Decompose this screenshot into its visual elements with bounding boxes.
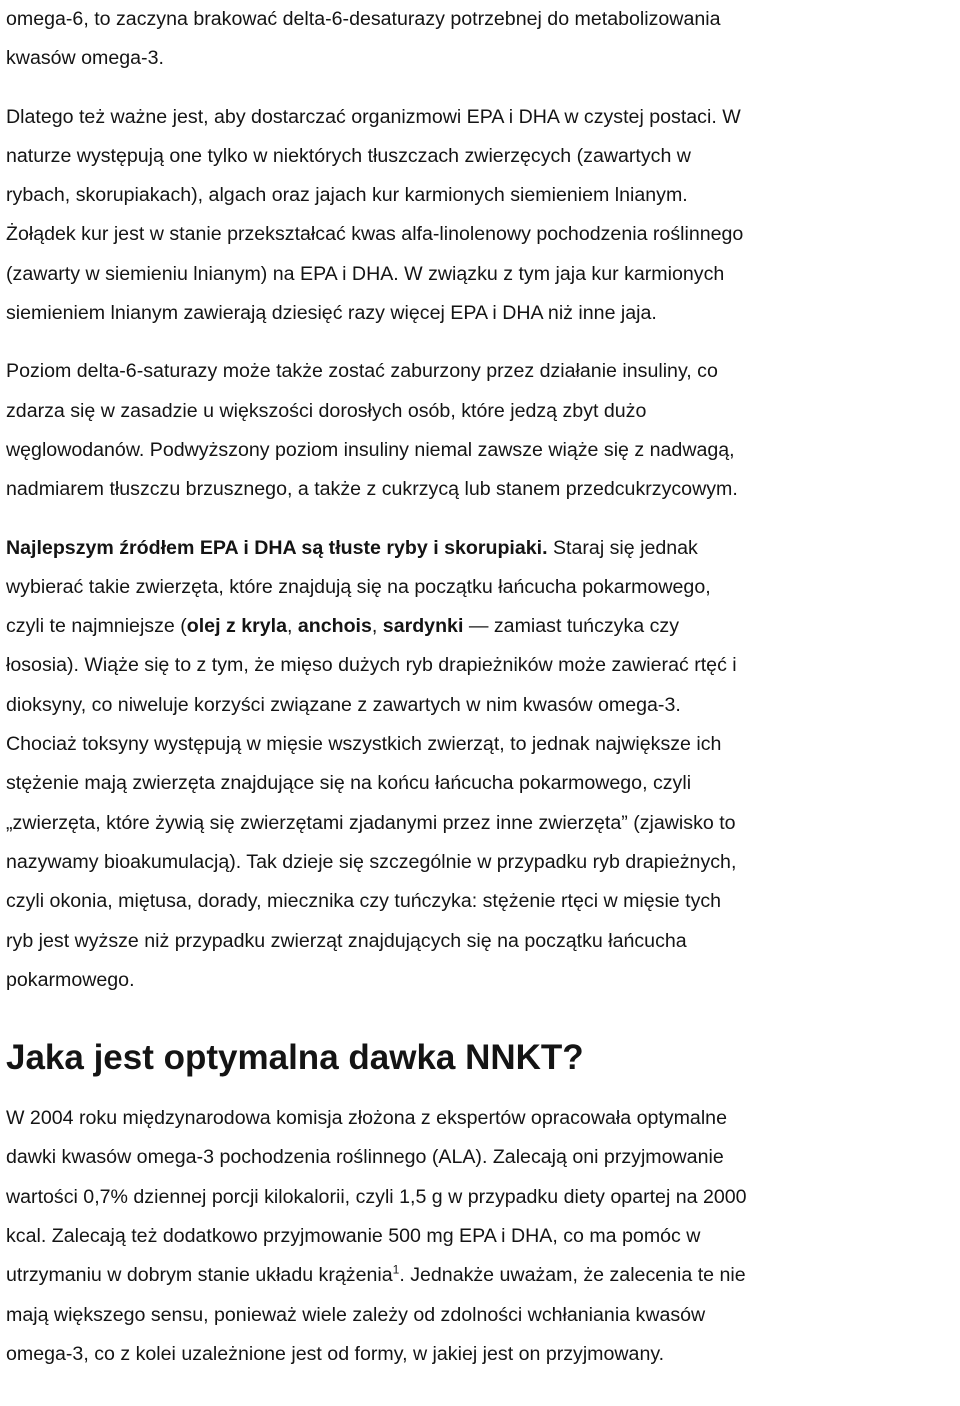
text-line: kwasów omega-3. <box>6 47 164 70</box>
text-line: (zawarty w siemieniu lnianym) na EPA i DHA. W związku z tym jaja kur karmionych <box>6 262 725 285</box>
paragraph-2 <box>6 98 960 334</box>
text-line: zdarza się w zasadzie u większości dorosłych osób, które jedzą zbyt dużo <box>6 399 647 422</box>
bold-krill-oil: olej z kryla <box>186 615 287 638</box>
text-line: omega-3, co z kolei uzależnione jest od formy, w jakiej jest on przyjmowany. <box>6 1342 665 1365</box>
section-heading: Jaka jest optymalna dawka NNKT? <box>6 1038 584 1078</box>
text-line: węglowodanów. Podwyższony poziom insuliny niemal zawsze wiąże się z nadwagą, <box>6 438 735 461</box>
text-line: czyli okonia, miętusa, dorady, miecznika czy tuńczyka: stężenie rtęci w mięsie tych <box>6 890 722 913</box>
text-line: wybierać takie zwierzęta, które znajdują się na początku łańcucha pokarmowego, <box>6 575 711 598</box>
text-line: omega-6, to zaczyna brakować delta-6-desaturazy potrzebnej do metabolizowania <box>6 8 721 30</box>
text-line: stężenie mają zwierzęta znajdujące się na końcu łańcucha pokarmowego, czyli <box>6 772 692 795</box>
paragraph-1 <box>6 0 960 79</box>
text-line: ryb jest wyższe niż przypadku zwierząt znajdujących się na początku łańcucha <box>6 929 687 952</box>
text-line: naturze występują one tylko w niektórych tłuszczach zwierzęcych (zawartych w <box>6 144 691 167</box>
text-line: W 2004 roku międzynarodowa komisja złożona z ekspertów opracowała optymalne <box>6 1107 727 1130</box>
text-line: rybach, skorupiakach), algach oraz jajach kur karmionych siemieniem lnianym. <box>6 184 688 207</box>
text-line: mają większego sensu, ponieważ wiele zależy od zdolności wchłaniania kwasów <box>6 1303 706 1326</box>
text-line: Chociaż toksyny występują w mięsie wszystkich zwierząt, to jednak największe ich <box>6 733 722 756</box>
text-line: nadmiarem tłuszczu brzusznego, a także z cukrzycą lub stanem przedcukrzycowym. <box>6 478 738 501</box>
text-line: Żołądek kur jest w stanie przekształcać kwas alfa-linolenowy pochodzenia roślinnego <box>6 223 744 246</box>
text-line: Poziom delta-6-saturazy może także zostać zaburzony przez działanie insuliny, co <box>6 360 718 383</box>
paragraph-3 <box>6 352 960 509</box>
text-line: łososia). Wiąże się to z tym, że mięso dużych ryb drapieżników może zawierać rtęć i <box>6 654 737 677</box>
document-page <box>6 0 960 1374</box>
text-line: wartości 0,7% dziennej porcji kilokalorii, czyli 1,5 g w przypadku diety opartej na 2000 <box>6 1185 747 1208</box>
text-line: pokarmowego. <box>6 968 135 991</box>
paragraph-4 <box>6 529 960 1001</box>
text-line: czyli te najmniejsze (olej z kryla, anchois, sardynki — zamiast tuńczyka czy <box>6 615 679 638</box>
text-line: nazywamy bioakumulacją). Tak dzieje się szczególnie w przypadku ryb drapieżnych, <box>6 850 737 873</box>
text-line: „zwierzęta, które żywią się zwierzętami zjadanymi przez inne zwierzęta” (zjawisko to <box>6 811 736 834</box>
text-line: kcal. Zalecają też dodatkowo przyjmowanie 500 mg EPA i DHA, co ma pomóc w <box>6 1225 701 1248</box>
text-line: utrzymaniu w dobrym stanie układu krążenia$^1$. Jednakże uważam, że zalecenia te nie <box>6 1262 746 1287</box>
footnote-ref[interactable]: 1 <box>392 1262 400 1277</box>
text-line: Dlatego też ważne jest, aby dostarczać organizmowi EPA i DHA w czystej postaci. W <box>6 105 741 128</box>
bold-lead: Najlepszym źródłem EPA i DHA są tłuste ryby i skorupiaki. <box>6 536 548 559</box>
text-line: siemieniem lnianym zawierają dziesięć razy więcej EPA i DHA niż inne jaja. <box>6 302 657 325</box>
text-line: dioksyny, co niweluje korzyści związane z zawartych w nim kwasów omega-3. <box>6 693 681 716</box>
text-line: dawki kwasów omega-3 pochodzenia roślinnego (ALA). Zalecają oni przyjmowanie <box>6 1146 724 1169</box>
paragraph-5 <box>6 1099 960 1374</box>
text-line: Najlepszym źródłem EPA i DHA są tłuste ryby i skorupiaki. Staraj się jednak <box>6 536 698 559</box>
bold-sardines: sardynki <box>382 615 464 638</box>
bold-anchovies: anchois <box>297 615 372 638</box>
